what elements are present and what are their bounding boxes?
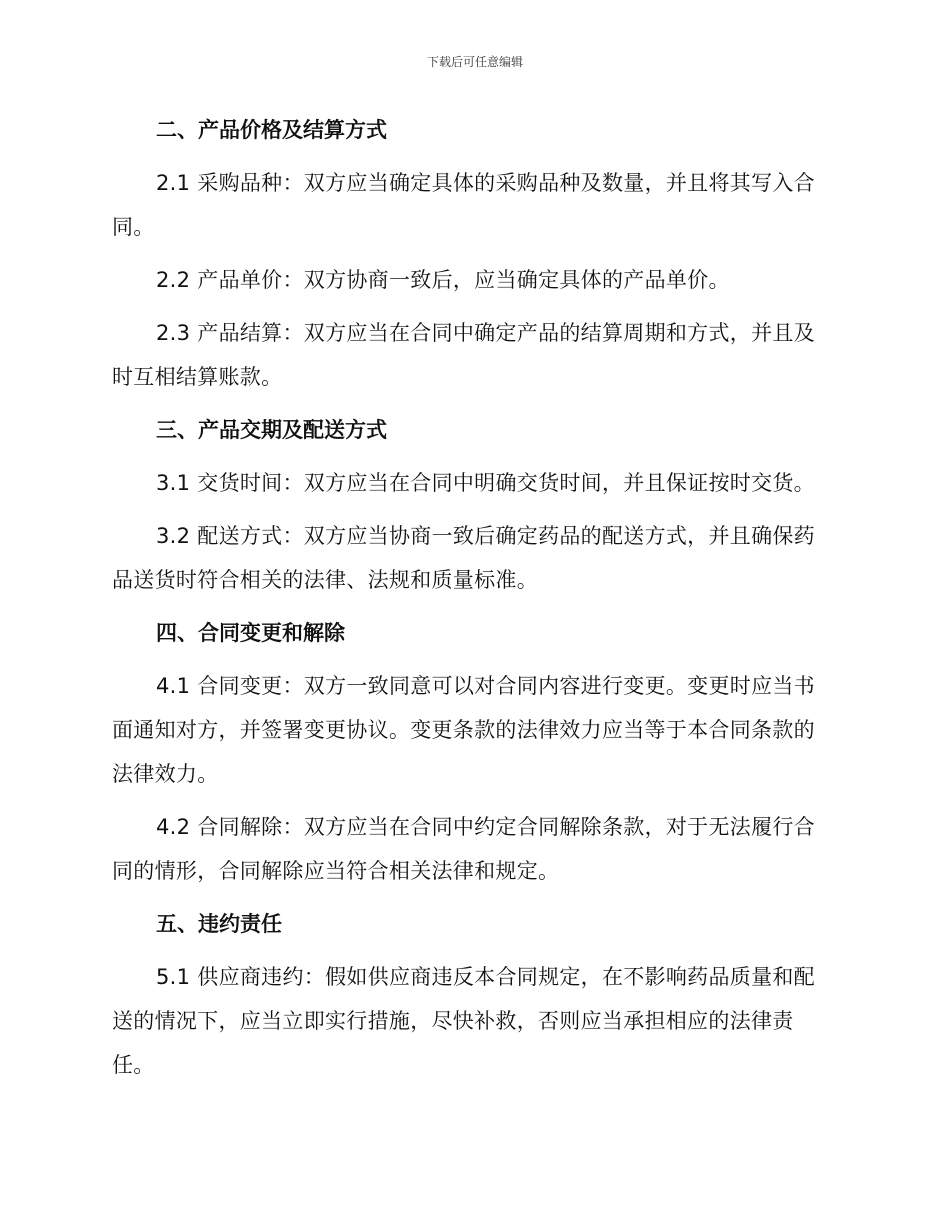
section-liability xyxy=(112,902,832,1087)
clause-4-2: 4.2 合同解除：双方应当在合同中约定合同解除条款，对于无法履行合同的情形，合同解除应当符合相关法律和规定。 xyxy=(112,815,815,883)
section-heading: 二、产品价格及结算方式 xyxy=(156,118,387,142)
clause-2-1: 2.1 采购品种：双方应当确定具体的采购品种及数量，并且将其写入合同。 xyxy=(112,171,815,239)
clause-2-3: 2.3 产品结算：双方应当在合同中确定产品的结算周期和方式，并且及时互相结算账款。 xyxy=(112,321,815,389)
clause-3-1: 3.1 交货时间：双方应当在合同中明确交货时间，并且保证按时交货。 xyxy=(156,471,815,495)
section-heading: 三、产品交期及配送方式 xyxy=(156,418,387,442)
section-modification xyxy=(112,611,832,893)
section-heading: 五、违约责任 xyxy=(156,912,282,936)
section-delivery xyxy=(112,408,832,602)
document-body xyxy=(112,108,832,1096)
page-header: 下载后可任意编辑 xyxy=(426,55,523,69)
section-heading: 四、合同变更和解除 xyxy=(156,621,345,645)
clause-4-1: 4.1 合同变更：双方一致同意可以对合同内容进行变更。变更时应当书面通知对方，并签署变更协议。变更条款的法律效力应当等于本合同条款的法律效力。 xyxy=(112,674,815,786)
clause-2-2: 2.2 产品单价：双方协商一致后，应当确定具体的产品单价。 xyxy=(156,268,730,292)
clause-5-1: 5.1 供应商违约：假如供应商违反本合同规定，在不影响药品质量和配送的情况下，应当立即实行措施，尽快补救，否则应当承担相应的法律责任。 xyxy=(112,965,815,1077)
section-pricing xyxy=(112,108,832,399)
clause-3-2: 3.2 配送方式：双方应当协商一致后确定药品的配送方式，并且确保药品送货时符合相关的法律、法规和质量标准。 xyxy=(112,524,815,592)
